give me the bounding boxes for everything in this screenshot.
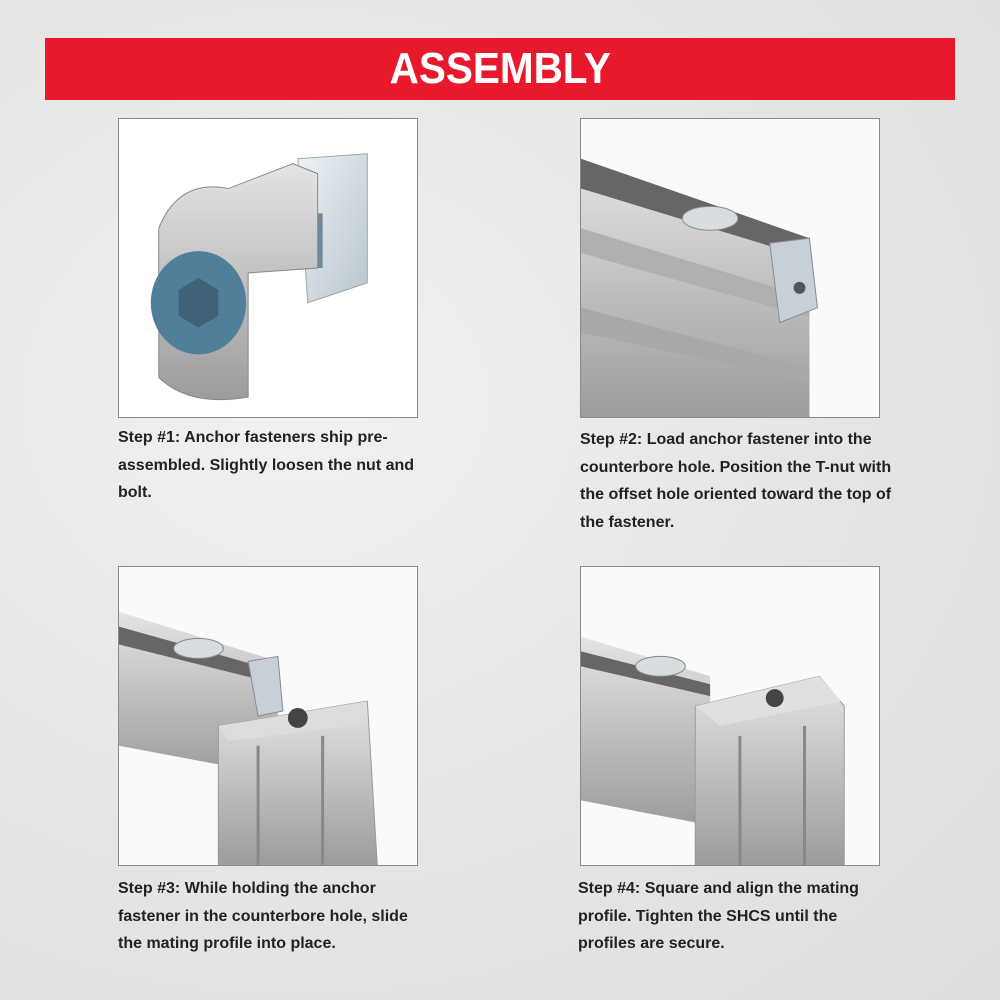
- anchor-fastener-icon: [119, 119, 417, 417]
- page-title: ASSEMBLY: [389, 44, 611, 93]
- sliding-mating-profile-icon: [119, 567, 417, 865]
- step-2-caption: Step #2: Load anchor fastener into the counterbore hole. Position the T-nut with the offset hole oriented toward the top of the fastener.: [580, 431, 892, 531]
- step-1-caption: Step #1: Anchor fasteners ship pre-assembled. Slightly loosen the nut and bolt.: [118, 429, 415, 501]
- step-2-image: [580, 118, 880, 418]
- header-banner: [45, 38, 955, 100]
- step-3-image: [118, 566, 418, 866]
- step-1-image: [118, 118, 418, 418]
- fastener-in-profile-icon: [581, 119, 879, 417]
- assembled-profiles-icon: [581, 567, 879, 865]
- step-3-caption: Step #3: While holding the anchor fastener in the counterbore hole, slide the mating profile into place.: [118, 880, 408, 952]
- step-4-image: [580, 566, 880, 866]
- step-4-caption: Step #4: Square and align the mating profile. Tighten the SHCS until the profiles are secure.: [578, 880, 859, 952]
